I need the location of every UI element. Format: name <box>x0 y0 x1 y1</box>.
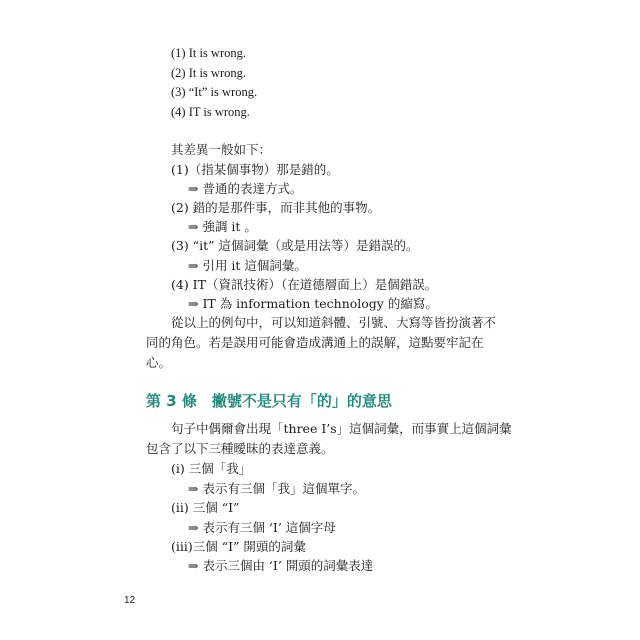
example-3: (3) “It” is wrong. <box>171 85 258 99</box>
meaning-3-note: ⇒ 表示三個由 ‘I’ 開頭的詞彙表達 <box>188 558 374 573</box>
explanation-3-label: (3) “it” 這個詞彙（或是用法等）是錯誤的。 <box>171 238 419 253</box>
explanation-3-note: ⇒ 引用 it 這個詞彙。 <box>188 258 307 273</box>
explanation-4-note: ⇒ IT 為 information technology 的縮寫。 <box>188 296 438 311</box>
section-intro-line-2: 包含了以下三種曖昧的表達意義。 <box>146 441 334 456</box>
explanation-1-note: ⇒ 普通的表達方式。 <box>188 181 303 196</box>
section-intro-line-1: 句子中偶爾會出現「three I’s」這個詞彙，而事實上這個詞彙 <box>171 421 512 436</box>
summary-line-1: 從以上的例句中，可以知道斜體、引號、大寫等皆扮演著不 <box>171 315 497 330</box>
summary-line-2: 同的角色。若是誤用可能會造成溝通上的誤解，這點要牢記在 <box>146 335 484 350</box>
example-4: (4) IT is wrong. <box>171 105 250 119</box>
explanation-1-label: (1)（指某個事物）那是錯的。 <box>171 162 339 177</box>
example-1: (1) It is wrong. <box>171 46 246 60</box>
meaning-2-label: (ii) 三個 “I” <box>171 500 240 515</box>
explanation-2-label: (2) 錯的是那件事，而非其他的事物。 <box>171 200 381 215</box>
example-2: (2) It is wrong. <box>171 66 246 80</box>
section-heading: 第 3 條 撇號不是只有「的」的意思 <box>146 392 392 410</box>
meaning-3-label: (iii)三個 “I” 開頭的詞彙 <box>171 539 306 554</box>
explanation-4-label: (4) IT（資訊技術）（在道德層面上）是個錯誤。 <box>171 277 438 292</box>
explanation-2-note: ⇒ 強調 it 。 <box>188 219 257 234</box>
meaning-1-label: (i) 三個「我」 <box>171 461 252 476</box>
diff-intro: 其差異一般如下： <box>171 142 272 157</box>
page-number: 12 <box>124 595 136 606</box>
meaning-1-note: ⇒ 表示有三個「我」這個單字。 <box>188 481 365 496</box>
summary-line-3: 心。 <box>146 355 172 370</box>
meaning-2-note: ⇒ 表示有三個 ‘I’ 這個字母 <box>188 520 336 535</box>
